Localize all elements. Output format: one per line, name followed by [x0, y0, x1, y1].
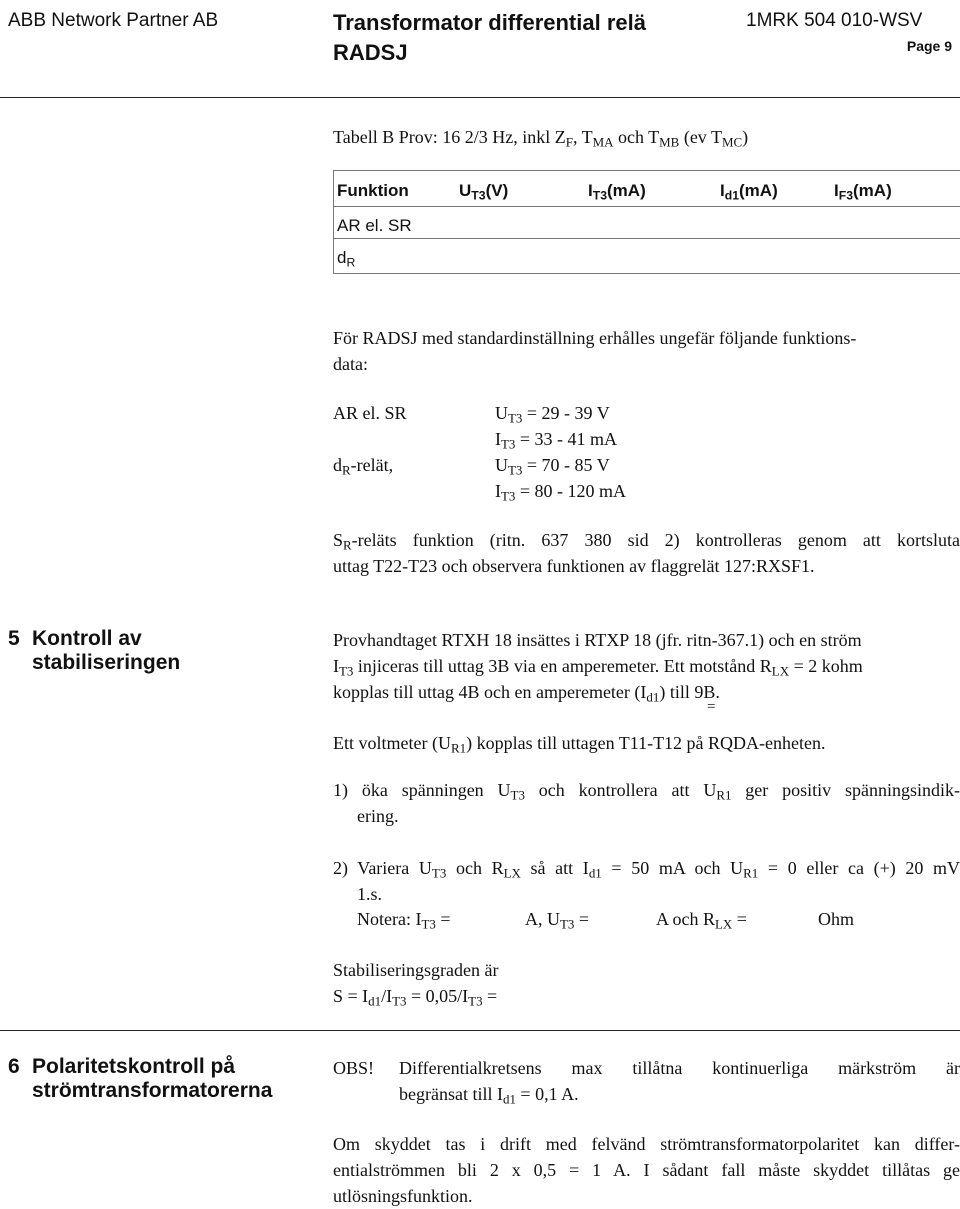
title-line-2: RADSJ — [333, 40, 408, 65]
col-header-i-d1: $I_{d1}(mA)$ — [720, 181, 778, 203]
notera-resistance: A och $R_{LX}$ = — [656, 909, 747, 932]
obs-label: OBS! — [333, 1058, 375, 1078]
notera-voltage: A, $U_{T3}$ = — [525, 909, 590, 932]
section-5-title: Kontroll av stabiliseringen — [32, 627, 181, 674]
company-name: ABB Network Partner AB — [8, 10, 219, 31]
sr-relay-paragraph: $S_R$-reläts funktion (ritn. 637 380 sid 2) kontrolleras genom att kortsluta uttag T22-T23 och observera funktionen av flaggrelät 127:RXSF1. — [333, 530, 960, 576]
section-5-number: 5 — [8, 627, 20, 650]
table-row-ar-el-sr: AR el. SR — [337, 216, 412, 235]
document-title — [333, 8, 646, 68]
col-header-u-t3: $U_{T3}(V)$ — [459, 181, 509, 203]
title-line-1: Transformator differential relä — [333, 10, 646, 35]
col-header-i-t3: $I_{T3}(mA)$ — [588, 181, 646, 203]
underline-mark: = — [707, 699, 716, 715]
notera-current: Notera: $I_{T3}$ = — [357, 909, 451, 932]
polarity-paragraph: Om skyddet tas i drift med felvänd strömtransformatorpolaritet kan differ- entialströmmen bli 2 x 0,5 = 1 A. I sådant fall måste skyddet tillåtas ge utlösningsfunktion. — [333, 1134, 960, 1206]
table-line-bottom — [333, 273, 960, 274]
table-line-1 — [333, 206, 960, 207]
std-value-i-t3-2: $I_{T3} = 80 - 120$ mA — [495, 481, 627, 504]
obs-note: Differentialkretsens max tillåtna kontinuerliga märkström är begränsat till $I_{d1} = 0,1$ A. — [399, 1058, 960, 1107]
table-row-d-r: $d_R$ — [337, 248, 356, 270]
table-b-caption: Tabell B Prov: 16 2/3 Hz, inkl $Z_F$, $T_{MA}$ och $T_{MB}$ (ev $T_{MC}$) — [333, 127, 749, 150]
std-value-i-t3-1: $I_{T3} = 33 - 41$ mA — [495, 429, 618, 452]
table-line-2 — [333, 238, 960, 239]
step-2: 2) Variera $U_{T3}$ och $R_{LX}$ så att $I_{d1} = 50$ mA och $U_{R1} = 0$ eller ca (+) 20 mV 1.s. — [333, 858, 960, 904]
section-5-paragraph-2: Ett voltmeter $(U_{R1})$ kopplas till uttagen T11-T12 på RQDA-enheten. — [333, 733, 826, 756]
stabilization-formula: Stabiliseringsgraden är $S = I_{d1}/I_{T3} = 0,05/I_{T3}$ = — [333, 960, 499, 1009]
step-1: 1) öka spänningen $U_{T3}$ och kontrollera att $U_{R1}$ ger positiv spänningsindik- ering. — [333, 780, 960, 826]
col-header-funktion: Funktion — [337, 181, 409, 200]
col-header-i-f3: $I_{F3}(mA)$ — [834, 181, 892, 203]
table-line-top — [333, 170, 960, 171]
section-5-paragraph-1: Provhandtaget RTXH 18 insättes i RTXP 18 (jfr. ritn-367.1) och en ström $I_{T3}$ injiceras till uttag 3B via en amperemeter. Ett motstånd $R_{LX} = 2$ kohm kopplas till uttag 4B och en amperemeter $(I_{d1})$ till 9B. — [333, 630, 863, 705]
page-number: Page 9 — [906, 38, 952, 54]
document-number: 1MRK 504 010-WSV — [746, 10, 923, 31]
section-6-number: 6 — [8, 1055, 20, 1078]
notera-ohm-unit: Ohm — [818, 909, 854, 929]
section-6-title: Polaritetskontroll på strömtransformatorerna — [32, 1055, 273, 1102]
std-label-ar-el-sr: AR el. SR — [333, 403, 407, 423]
table-line-left — [333, 170, 334, 274]
std-value-u-t3-1: $U_{T3} = 29 - 39$ V — [495, 403, 610, 426]
header-rule — [0, 97, 960, 98]
std-data-intro: För RADSJ med standardinställning erhålles ungefär följande funktions- data: — [333, 328, 857, 374]
section-divider — [0, 1030, 960, 1031]
std-value-u-t3-2: $U_{T3} = 70 - 85$ V — [495, 455, 610, 478]
std-label-d-r-relat: $d_R$-relät, — [333, 455, 394, 478]
